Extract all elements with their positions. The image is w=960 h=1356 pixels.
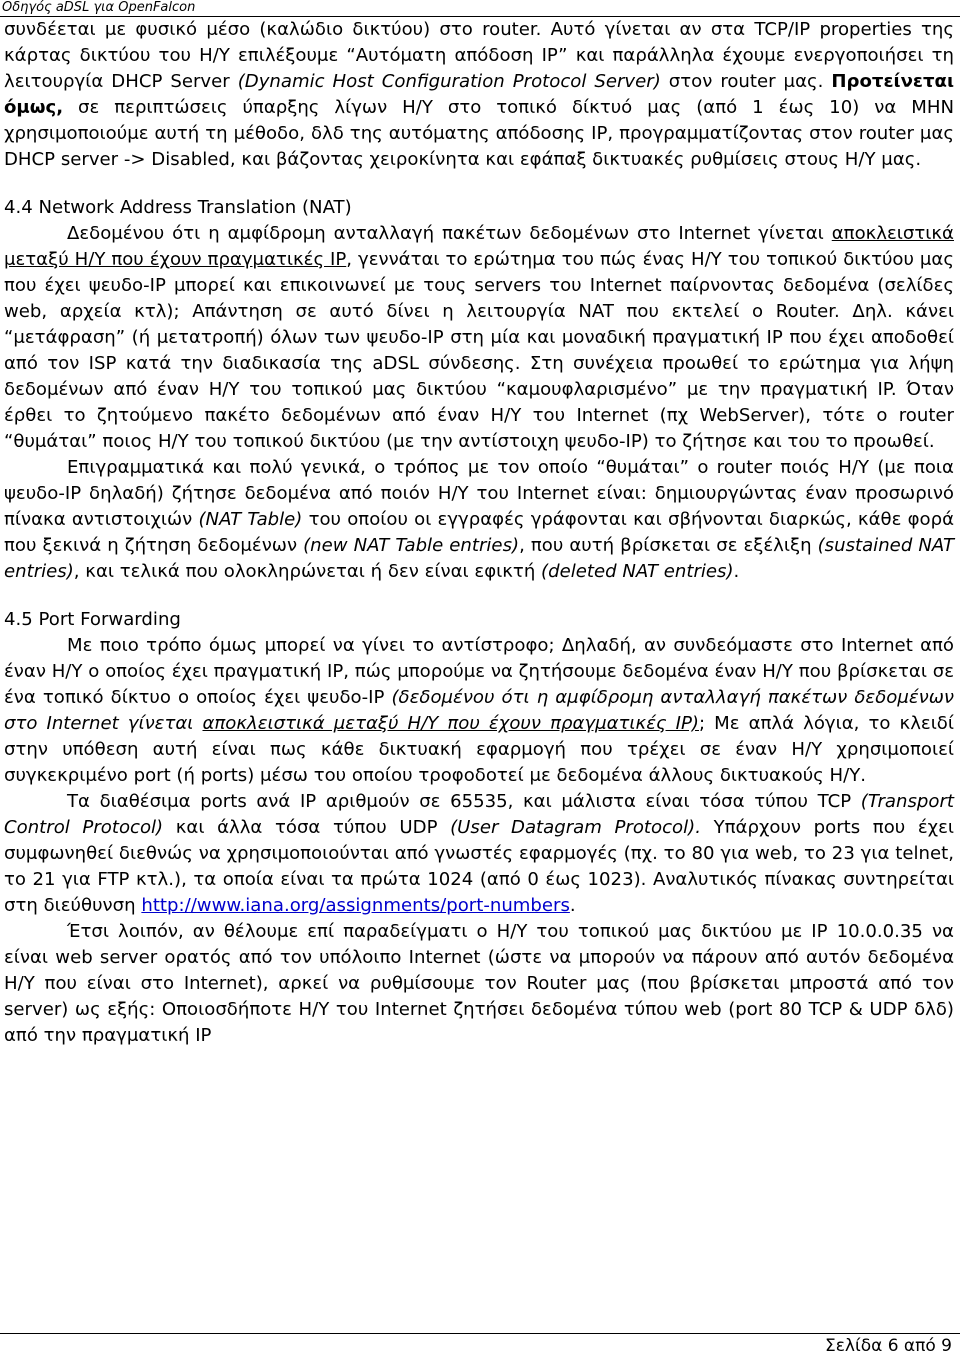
text: σε περιπτώσεις ύπαρξης λίγων Η/Υ στο τοπικό δίκτυό μας (από 1 έως 10) να ΜΗΝ χρησιμοποιούμε αυτή τη μέθοδο, δλδ της αυτόματης απόδοσης IP, προγραμματίζοντας στον router μας DHCP server -> Disabled, και βάζοντας χειροκίνητα και εφάπαξ δικτυακές ρυθμίσεις στους Η/Υ μας. xyxy=(4,97,954,170)
paragraph-ports xyxy=(4,789,954,919)
paragraph-nat-intro xyxy=(4,221,954,455)
text: του οποίου οι εγγραφές γράφονται και σβήνονται διαρκώς, κάθε φορά που ξεκινά η ζήτηση δεδομένων xyxy=(4,509,954,556)
running-header: Οδηγός aDSL για OpenFalcon xyxy=(2,0,196,15)
iana-port-numbers-link[interactable]: http://www.iana.org/assignments/port-numbers xyxy=(141,895,570,916)
text: , που αυτή βρίσκεται σε εξέλιξη xyxy=(519,535,818,556)
paragraph-port-forwarding-intro xyxy=(4,633,954,789)
italic-underlined-text: αποκλειστικά μεταξύ Η/Υ που έχουν πραγματικές IP) xyxy=(202,713,699,734)
italic-text: (NAT Table) xyxy=(198,509,303,530)
underlined-text: αποκλειστικά μεταξύ Η/Υ που έχουν πραγματικές IP xyxy=(4,223,954,270)
text: Με ποιο τρόπο όμως μπορεί να γίνει το αντίστροφο; Δηλαδή, αν συνδεόμαστε στο Internet από έναν Η/Υ ο οποίος έχει πραγματική IP, πώς μπορούμε να ζητήσουμε δεδομένα έναν Η/Υ που βρίσκεται σε ένα τοπικό δίκτυο ο οποίος έχει ψευδο-IP xyxy=(4,635,954,708)
italic-text: (sustained NAT entries) xyxy=(4,535,955,582)
bold-text: Προτείνεται όμως, xyxy=(4,71,954,118)
text: , και τελικά που ολοκληρώνεται ή δεν είναι εφικτή xyxy=(73,561,542,582)
italic-text: (δεδομένου ότι η αμφίδρομη ανταλλαγή πακέτων δεδομένων στο Internet γίνεται xyxy=(4,687,954,734)
text: στον router μας. xyxy=(660,71,832,92)
text: Τα διαθέσιμα ports ανά IP αριθμούν σε 65535, και μάλιστα είναι τόσα τύπου TCP xyxy=(67,791,861,812)
italic-text: (deleted NAT entries) xyxy=(541,561,734,582)
document-body xyxy=(4,17,954,1049)
text: ; Με απλά λόγια, το κλειδί στην υπόθεση αυτή είναι πως κάθε δικτυακή εφαρμογή που τρέχει σε έναν Η/Υ χρησιμοποιεί συγκεκριμένο port (ή ports) μέσω του οποίου τροφοδοτεί με δεδομένα άλλους δικτυακούς Η/Υ. xyxy=(4,713,955,786)
footer-divider xyxy=(0,1333,960,1334)
italic-text: (Dynamic Host Configuration Protocol Server) xyxy=(237,71,661,92)
italic-text: (Transport Control Protocol) xyxy=(4,791,954,838)
text: συνδέεται με φυσικό μέσο (καλώδιο δικτύου) στο router. Αυτό γίνεται αν στα TCP/IP properties της κάρτας δικτύου του Η/Υ επιλέξουμε “Αυτόματη απόδοση IP” και παράλληλα έχουμε ενεργοποιήσει τη λειτουργία DHCP Server xyxy=(4,19,954,92)
italic-text: (new NAT Table entries) xyxy=(303,535,520,556)
paragraph-port-forwarding-example xyxy=(4,919,954,1049)
page-number: Σελίδα 6 από 9 xyxy=(824,1336,952,1356)
text: Επιγραμματικά και πολύ γενικά, ο τρόπος με τον οποίο “θυμάται” ο router ποιός Η/Υ (με ποια ψευδο-IP δηλαδή) ζήτησε δεδομένα από ποιόν Η/Υ του Internet είναι: δημιουργώντας έναν προσωρινό πίνακα αντιστοιχιών xyxy=(4,457,954,530)
text: Υπάρχουν ports που έχει συμφωνηθεί διεθνώς να χρησιμοποιούνται από γνωστές εφαρμογές (πχ. το 80 για web, το 23 για telnet, το 21 για FTP κτλ.), τα οποία είναι τα πρώτα 1024 (από 0 έως 1023). Αναλυτικός πίνακας συντηρείται στη διεύθυνση xyxy=(4,817,954,916)
text: . xyxy=(569,895,576,916)
text: . xyxy=(733,561,740,582)
text: , γεννάται το ερώτημα του πώς ένας Η/Υ του τοπικού δικτύου μας που έχει ψευδο-IP μπορεί και επικοινωνεί με τους servers του Internet παίρνοντας δεδομένα (σελίδες web, αρχεία κτλ); Απάντηση σε αυτό δίνει η λειτουργία NAT που εκτελεί ο Router. Δηλ. κάνει “μετάφραση” (ή μετατροπή) όλων των ψευδο-IP στη μία και μοναδική πραγματική IP που έχει αποδοθεί από τον ISP κατά την διαδικασία της aDSL σύνδεσης. Στη συνέχεια προωθεί το ερώτημα για λήψη δεδομένων από έναν Η/Υ του τοπικού μας δικτύου “καμουφλαρισμένο” με την πραγματική IP. Όταν έρθει το ζητούμενο πακέτο δεδομένων από έναν Η/Υ του Internet (πχ WebServer), τότε ο router “θυμάται” ποιος Η/Υ του τοπικού δικτύου (με την αντίστοιχη ψευδο-IP) το ζήτησε και του το προωθεί. xyxy=(4,249,954,452)
paragraph-nat-table xyxy=(4,455,954,585)
italic-text: (User Datagram Protocol). xyxy=(450,817,701,838)
paragraph-dhcp xyxy=(4,17,954,173)
section-heading-port-forwarding: 4.5 Port Forwarding xyxy=(4,609,181,630)
section-heading-nat: 4.4 Network Address Translation (NAT) xyxy=(4,197,352,218)
text: και άλλα τόσα τύπου UDP xyxy=(163,817,451,838)
text: Έτσι λοιπόν, αν θέλουμε επί παραδείγματι ο Η/Υ του τοπικού μας δικτύου με IP 10.0.0.35 να είναι web server ορατός από τον υπόλοιπο Internet (ώστε να μπορούν να πάρουν από αυτόν δεδομένα Η/Υ που είναι στο Internet), αρκεί να ρυθμίσουμε τον Router μας (που βρίσκεται μπροστά από τον server) ως εξής: Οποιοσδήποτε Η/Υ του Internet ζητήσει δεδομένα τύπου web (port 80 TCP & UDP δλδ) από την πραγματική IP xyxy=(4,921,954,1046)
text: Δεδομένου ότι η αμφίδρομη ανταλλαγή πακέτων δεδομένων στο Internet γίνεται xyxy=(67,223,832,244)
